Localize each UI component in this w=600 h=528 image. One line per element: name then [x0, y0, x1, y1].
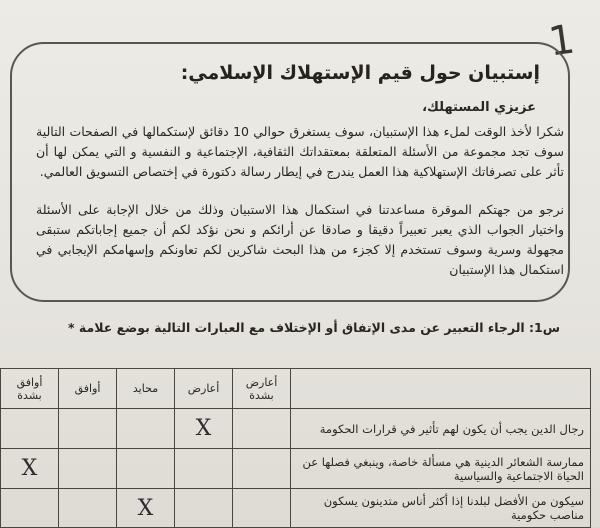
- question-text: س1: الرجاء التعبير عن مدى الإتفاق أو الإختلاف مع العبارات التالية بوضع علامة *: [68, 320, 560, 335]
- statement-3: سيكون من الأفضل لبلدنا إذا أكثر أناس متدينون يسكون مناصب حكومية: [291, 489, 591, 528]
- answer-mark: X: [195, 416, 212, 441]
- r1-c5[interactable]: [1, 409, 59, 449]
- survey-title: إستبيان حول قيم الإستهلاك الإسلامي:: [180, 62, 540, 84]
- r2-c1[interactable]: [233, 449, 291, 489]
- statement-2: ممارسة الشعائر الدينية هي مسألة خاصة، وينبغي فصلها عن الحياة الاجتماعية والسياسية: [291, 449, 591, 489]
- r1-c1[interactable]: [233, 409, 291, 449]
- answer-mark: X: [137, 495, 154, 521]
- header-strongly-agree: أوافق بشدة: [1, 369, 59, 409]
- statement-1: رجال الدين يجب أن يكون لهم تأثير في قرارات الحكومة: [291, 409, 591, 449]
- r2-c2[interactable]: [175, 449, 233, 489]
- r1-c4[interactable]: [59, 409, 117, 449]
- header-neutral: محايد: [117, 369, 175, 409]
- page-number: 1: [545, 16, 578, 66]
- r1-c3[interactable]: [117, 409, 175, 449]
- r2-c5[interactable]: [1, 449, 59, 489]
- r2-c3[interactable]: [117, 449, 175, 489]
- answer-mark: X: [21, 456, 38, 481]
- r3-c3[interactable]: [117, 489, 175, 528]
- header-disagree: أعارض: [175, 369, 233, 409]
- header-strongly-disagree: أعارض بشدة: [233, 369, 291, 409]
- r3-c1[interactable]: [233, 489, 291, 528]
- r3-c5[interactable]: [1, 489, 59, 528]
- r2-c4[interactable]: [59, 449, 117, 489]
- r3-c4[interactable]: [59, 489, 117, 528]
- r3-c2[interactable]: [175, 489, 233, 528]
- greeting: عزيزي المستهلك،: [422, 100, 536, 115]
- header-statement: [291, 369, 591, 409]
- likert-table: [0, 368, 591, 528]
- header-agree: أوافق: [59, 369, 117, 409]
- intro-paragraph: شكرا لأخذ الوقت لملء هذا الإستبيان، سوف يستغرق حوالي 10 دقائق لإستكمالها في الصفحات التالية سوف تجد مجموعة من الأسئلة المتعلقة بمعتقداتك الثقافية، الإجتماعية و النفسية و التي يمكن لها أن تأثر على تصرفاتك الإستهلاكية هذا العمل يندرج في إيطار رسالة دكتورة في إختصاص التسويق العالمي.: [36, 124, 564, 179]
- request-paragraph: نرجو من جهتكم الموقرة مساعدتنا في استكمال هذا الاستبيان وذلك من خلال الإجابة على الأسئلة واختيار الجواب الذي يعبر تعبيراً دقيقا و صادقا عن أرائكم و نحن نؤكد لكم أن جميع إجاباتكم ستبقى مجهولة وسرية وسوف تستخدم إلا كجزء من هذا البحث شاكرين لكم تعاونكم وإسهامكم الإيجابي في استكمال هذا الإستبيان: [36, 202, 564, 277]
- r1-c2[interactable]: [175, 409, 233, 449]
